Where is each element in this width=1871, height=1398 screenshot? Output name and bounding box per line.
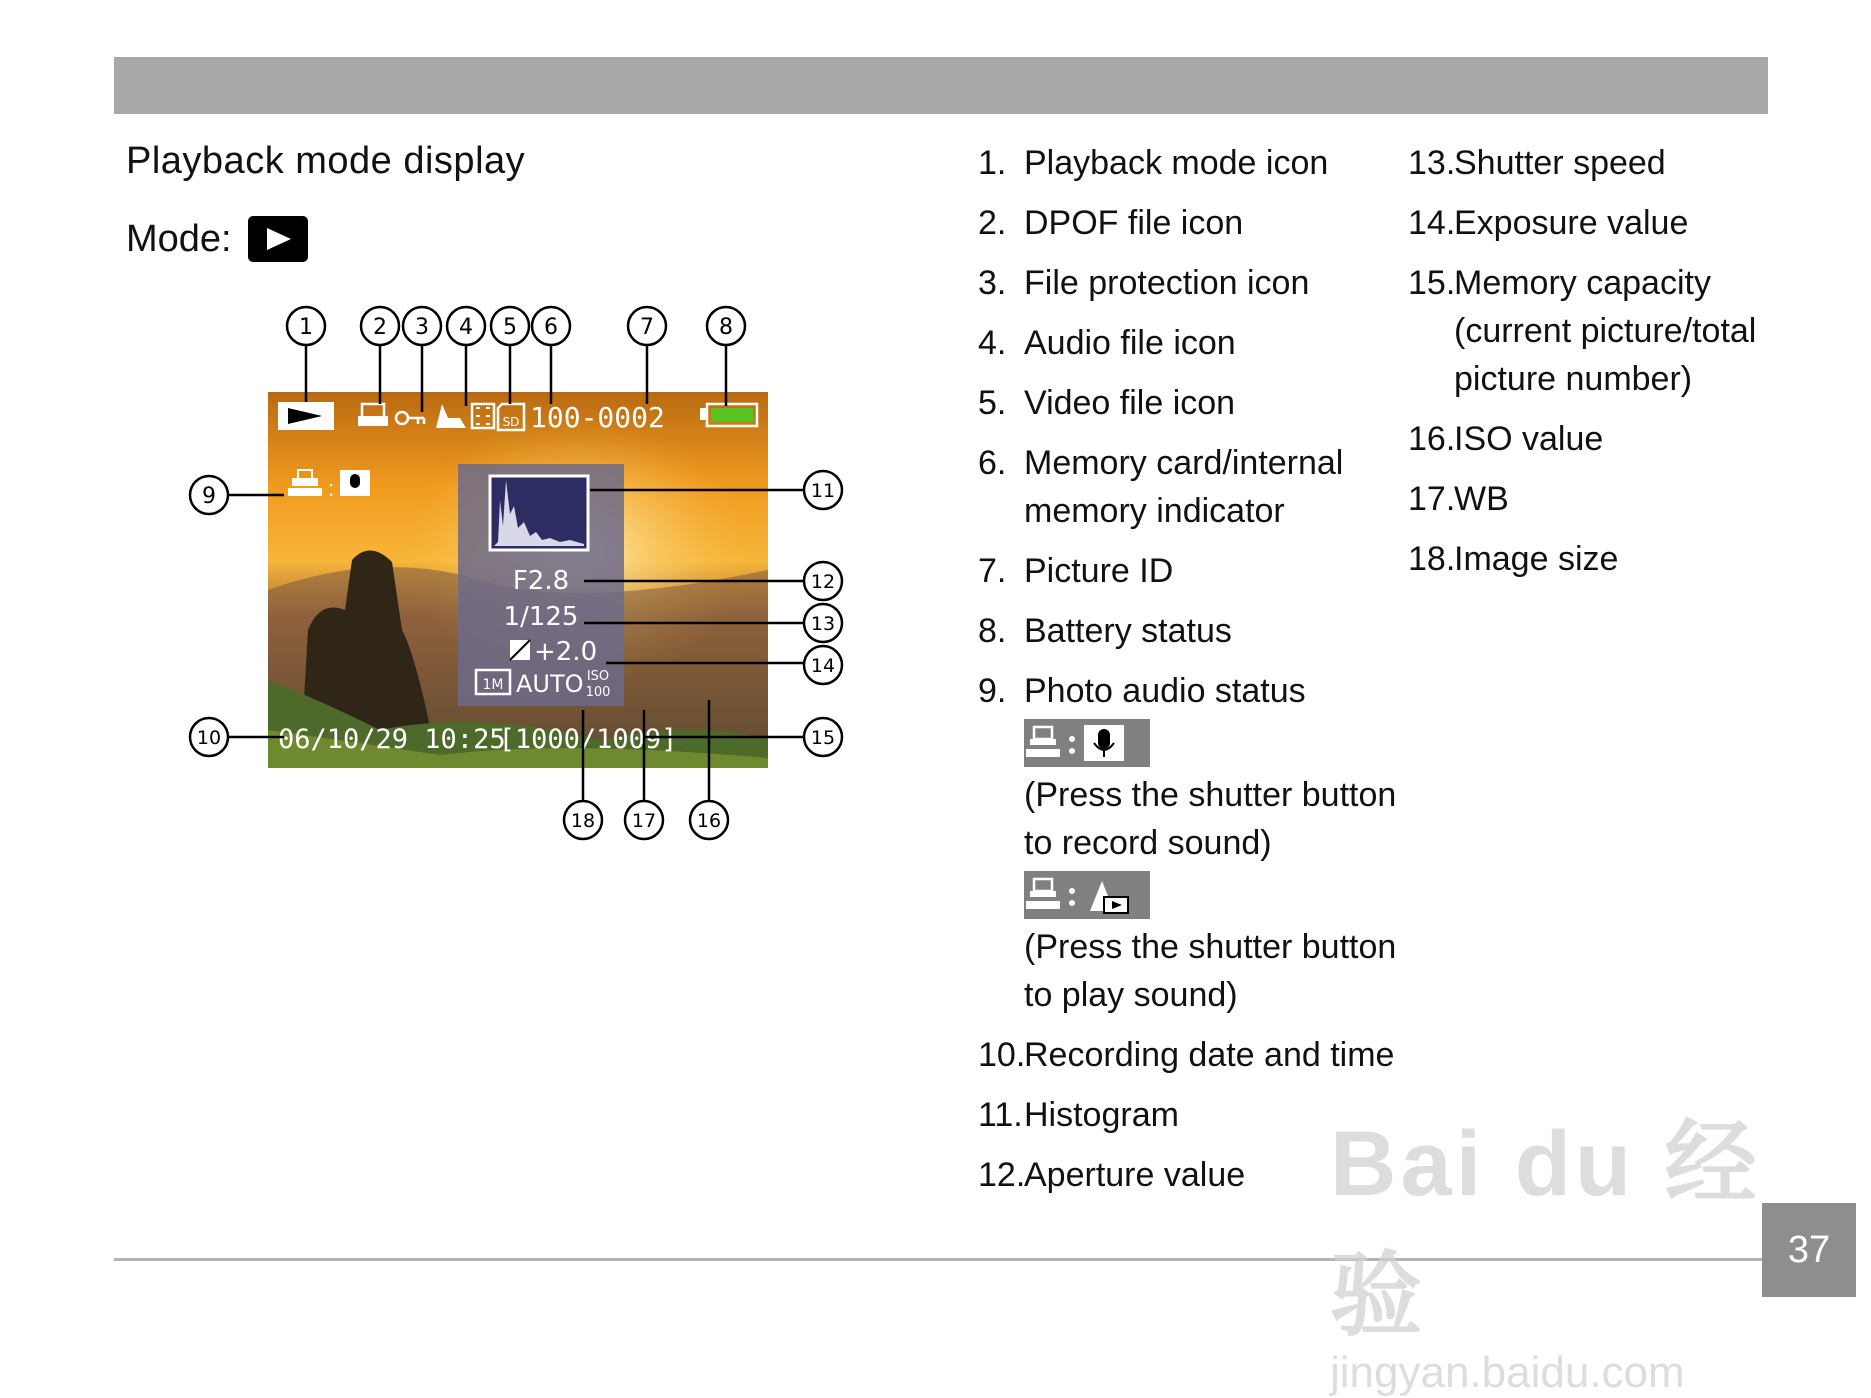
svg-text:11: 11 [810, 480, 836, 502]
svg-text:14: 14 [810, 655, 836, 677]
svg-text::: : [328, 476, 335, 501]
svg-text:10: 10 [196, 727, 222, 749]
legend-list-left [978, 133, 1398, 1205]
list-item: 15. Memory capacity (current picture/total picture number) [1408, 264, 1757, 398]
watermark-main: Bai du 经验 [1330, 1113, 1761, 1347]
card-label: SD [502, 415, 520, 429]
page-number: 37 [1762, 1203, 1856, 1297]
mode-row [126, 216, 308, 262]
svg-text:6: 6 [544, 315, 558, 340]
callout-3 [403, 307, 441, 345]
histogram [490, 476, 588, 550]
svg-text:5: 5 [503, 315, 517, 340]
mode-label: Mode: [126, 217, 232, 260]
list-item: 4. Audio file icon [978, 324, 1236, 362]
svg-text:16: 16 [696, 810, 722, 832]
callout-5 [491, 307, 529, 345]
section-title: Playback mode display [126, 140, 526, 182]
svg-text:3: 3 [415, 315, 429, 340]
datetime: 06/10/29 10:25 [278, 724, 506, 755]
iso-indicator [586, 669, 611, 700]
list-item: 12. Aperture value [978, 1156, 1246, 1194]
svg-text:15: 15 [810, 727, 836, 749]
callout-7 [628, 307, 666, 345]
play-sound-status-icon [1024, 871, 1150, 919]
header-bar [114, 57, 1768, 114]
svg-text:8: 8 [719, 315, 733, 340]
play-sound-note: (Press the shutter button to play sound) [1024, 928, 1397, 1014]
list-item: 11. Histogram [978, 1096, 1179, 1134]
svg-text:9: 9 [202, 484, 216, 509]
list-item: 13. Shutter speed [1408, 144, 1666, 182]
list-item: 8. Battery status [978, 612, 1232, 650]
list-item: 1. Playback mode icon [978, 144, 1329, 182]
svg-text:4: 4 [459, 315, 473, 340]
list-item: 7. Picture ID [978, 552, 1174, 590]
callout-4 [447, 307, 485, 345]
callout-2 [361, 307, 399, 345]
playback-screen-diagram [180, 300, 860, 860]
list-item: 16. ISO value [1408, 420, 1604, 458]
callout-15 [804, 718, 842, 756]
exposure-value: +2.0 [534, 637, 598, 667]
record-sound-status-icon [1024, 719, 1150, 767]
callout-17 [625, 801, 663, 839]
list-item: 10. Recording date and time [978, 1036, 1395, 1074]
image-size-label: 1M [482, 677, 504, 693]
callout-18 [564, 801, 602, 839]
picture-id: 100-0002 [530, 401, 665, 434]
callout-16 [690, 801, 728, 839]
baidu-watermark [1330, 1090, 1770, 1397]
callout-14 [804, 646, 842, 684]
record-sound-note: (Press the shutter button to record sound) [1024, 776, 1397, 862]
svg-text:1: 1 [299, 315, 313, 340]
callout-9 [190, 476, 228, 514]
svg-text:18: 18 [570, 810, 596, 832]
callout-11 [804, 471, 842, 509]
callout-1 [287, 307, 325, 345]
svg-text:12: 12 [810, 571, 836, 593]
svg-text:13: 13 [810, 613, 836, 635]
list-item: 9. Photo audio status (Press the shutter button to record sound) (Press the shutter button to play sound) [978, 661, 1398, 1025]
watermark-url: jingyan.baidu.com [1330, 1348, 1685, 1397]
memory-capacity: [1000/1009] [498, 724, 678, 755]
iso-label: ISO [586, 669, 610, 684]
svg-text:7: 7 [640, 315, 654, 340]
callout-8 [707, 307, 745, 345]
list-item: 18. Image size [1408, 540, 1619, 578]
aperture-value: F2.8 [512, 566, 570, 596]
list-item: 6. Memory card/internal memory indicator [978, 444, 1344, 530]
callout-6 [532, 307, 570, 345]
svg-text:17: 17 [631, 810, 657, 832]
callout-13 [804, 604, 842, 642]
play-triangle-icon [248, 216, 308, 262]
list-item: 2. DPOF file icon [978, 204, 1244, 242]
svg-text:2: 2 [373, 315, 387, 340]
iso-value: 100 [585, 685, 611, 700]
list-item: 3. File protection icon [978, 264, 1310, 302]
list-item: 14. Exposure value [1408, 204, 1689, 242]
legend-list-right [1408, 133, 1788, 589]
exposure-icon [510, 640, 530, 660]
callout-12 [804, 562, 842, 600]
callout-10 [190, 718, 228, 756]
list-item: 5. Video file icon [978, 384, 1236, 422]
wb-value: AUTO [516, 670, 584, 698]
list-item: 17. WB [1408, 480, 1509, 518]
shutter-speed: 1/125 [503, 602, 579, 632]
